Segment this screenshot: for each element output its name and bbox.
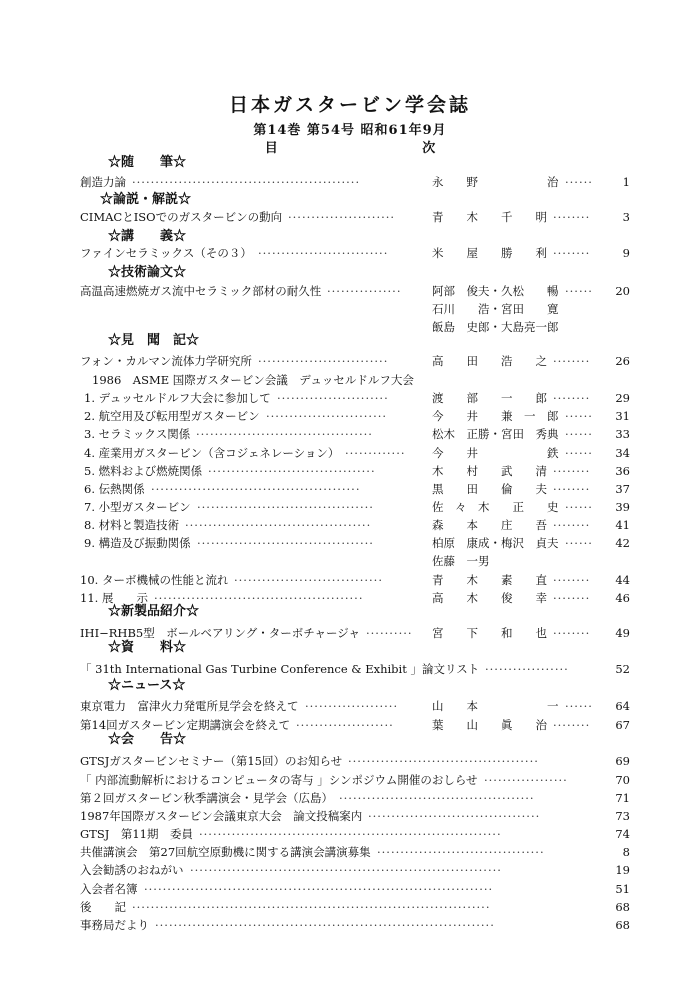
toc-entry[interactable] [0, 718, 700, 736]
entry-author: 木 村 武 清 [432, 464, 547, 478]
entry-page: 33 [615, 427, 630, 441]
entry-title: 事務局だより [80, 918, 149, 932]
dot-leader: ············································································· [132, 900, 491, 914]
entry-page: 29 [615, 391, 630, 405]
toc-entry[interactable] [0, 518, 700, 536]
dot-leader: ············································· [154, 591, 364, 605]
toc-entry[interactable] [0, 754, 700, 772]
entry-author: 山 本 一 [432, 699, 559, 713]
dot-leader: ················································· [132, 175, 361, 189]
entry-page: 49 [615, 626, 630, 640]
entry-title: 創造力論 [80, 175, 126, 189]
entry-page: 51 [615, 882, 630, 896]
toc-entry[interactable] [0, 591, 700, 609]
entry-page: 36 [615, 464, 630, 478]
entry-page: 74 [615, 827, 630, 841]
entry-title: 10. ターボ機械の性能と流れ [80, 573, 229, 587]
entry-author: 石川 浩・宮田 寛 [432, 302, 559, 316]
entry-author: 米 屋 勝 利 [432, 246, 547, 260]
entry-page: 41 [615, 518, 630, 532]
entry-page: 73 [615, 809, 630, 823]
entry-title: CIMACとISOでのガスタービンの動向 [80, 210, 283, 224]
entry-title: 8. 材料と製造技術 [84, 518, 180, 532]
entry-title: 11. 展 示 [80, 591, 148, 605]
dot-leader: ········ [553, 210, 591, 224]
entry-title: 4. 産業用ガスタービン（含コジェネレーション） [84, 446, 340, 460]
section-heading-news: ☆ニュース☆ [108, 678, 186, 693]
toc-entry[interactable] [0, 464, 700, 482]
dot-leader: ········ [553, 391, 591, 405]
entry-page: 8 [622, 845, 630, 859]
dot-leader: ······················· [288, 210, 396, 224]
entry-title: 2. 航空用及び転用型ガスタービン [84, 409, 260, 423]
entry-page: 19 [615, 863, 630, 877]
dot-leader: ········ [553, 482, 591, 496]
toc-entry[interactable] [0, 536, 700, 554]
entry-author: 高 田 浩 之 [432, 354, 547, 368]
entry-title: ファインセラミックス（その３） [80, 246, 252, 260]
entry-title: フォン・カルマン流体力学研究所 [80, 354, 252, 368]
toc-entry[interactable] [0, 773, 700, 791]
dot-leader: ········································································· [155, 918, 495, 932]
entry-author: 黒 田 倫 夫 [432, 482, 547, 496]
toc-entry[interactable] [0, 302, 700, 320]
toc-entry[interactable] [0, 446, 700, 464]
entry-page: 42 [615, 536, 630, 550]
dot-leader: ················ [327, 284, 402, 298]
dot-leader: ········································ [185, 518, 372, 532]
section-heading-zuihitsu: ☆随 筆☆ [108, 155, 187, 170]
entry-page: 31 [615, 409, 630, 423]
toc-entry[interactable] [0, 845, 700, 863]
entry-author: 宮 下 和 也 [432, 626, 547, 640]
section-heading-ronsetsu: ☆論説・解説☆ [100, 192, 192, 207]
section-heading-kaikoku: ☆会 告☆ [108, 732, 187, 747]
entry-author: 佐 々 木 正 史 [432, 500, 559, 514]
entry-page: 34 [615, 446, 630, 460]
entry-page: 46 [615, 591, 630, 605]
entry-title: 入会者名簿 [80, 882, 138, 896]
dot-leader: ······ [565, 409, 593, 423]
entry-author: 今 井 兼 一 郎 [432, 409, 559, 423]
dot-leader: ········ [553, 246, 591, 260]
entry-title: 1986 ASME 国際ガスタービン会議 デュッセルドルフ大会 [92, 373, 414, 387]
entry-author: 阿部 俊夫・久松 暢 [432, 284, 559, 298]
toc-entry[interactable] [0, 827, 700, 845]
entry-author: 渡 部 一 郎 [432, 391, 547, 405]
entry-page: 37 [615, 482, 630, 496]
toc-entry[interactable] [0, 210, 700, 228]
section-heading-shinseihin: ☆新製品紹介☆ [108, 604, 200, 619]
entry-author: 青 木 千 明 [432, 210, 547, 224]
dot-leader: ············································· [151, 482, 361, 496]
toc-entry[interactable] [0, 662, 700, 680]
dot-leader: ········ [553, 626, 591, 640]
entry-title: 第14回ガスタービン定期講演会を終えて [80, 718, 291, 732]
dot-leader: ········································· [348, 754, 539, 768]
entry-title: 第２回ガスタービン秋季講演会・見学会（広島） [80, 791, 333, 805]
toc-entry[interactable] [0, 863, 700, 881]
toc-entry[interactable] [0, 882, 700, 900]
toc-entry[interactable] [0, 409, 700, 427]
toc-entry[interactable] [0, 900, 700, 918]
dot-leader: ··································································· [190, 863, 502, 877]
dot-leader: ·················· [484, 773, 568, 787]
dot-leader: ······ [565, 427, 593, 441]
entry-page: 52 [615, 662, 630, 676]
entry-page: 9 [622, 246, 630, 260]
dot-leader: ···························· [258, 354, 389, 368]
dot-leader: ···································· [377, 845, 545, 859]
entry-author: 永 野 治 [432, 175, 559, 189]
dot-leader: ···························· [258, 246, 389, 260]
toc-entry[interactable] [0, 554, 700, 572]
dot-leader: ······ [565, 500, 593, 514]
toc-entry[interactable] [0, 373, 700, 391]
entry-page: 67 [615, 718, 630, 732]
section-heading-gijutsu: ☆技術論文☆ [108, 265, 187, 280]
toc-entry[interactable] [0, 175, 700, 193]
dot-leader: ································································· [199, 827, 502, 841]
toc-entry[interactable] [0, 809, 700, 827]
entry-title: 3. セラミックス関係 [84, 427, 191, 441]
dot-leader: ········ [553, 464, 591, 478]
entry-title: 「 内部流動解析におけるコンピュータの寄与 」シンポジウム開催のおしらせ [80, 773, 478, 787]
dot-leader: ······································ [197, 536, 374, 550]
entry-author: 松木 正勝・宮田 秀典 [432, 427, 559, 441]
entry-page: 39 [615, 500, 630, 514]
toc-entry[interactable] [0, 427, 700, 445]
dot-leader: ························ [277, 391, 389, 405]
toc-entry[interactable] [0, 284, 700, 302]
entry-page: 20 [615, 284, 630, 298]
dot-leader: ···················· [305, 699, 399, 713]
entry-author: 佐藤 一男 [432, 554, 490, 568]
dot-leader: ······ [565, 446, 593, 460]
toc-entry[interactable] [0, 573, 700, 591]
section-heading-kenbun: ☆見 聞 記☆ [108, 333, 200, 348]
dot-leader: ············· [345, 446, 406, 460]
entry-title: 6. 伝熱関係 [84, 482, 145, 496]
contents-heading: 目 次 [264, 141, 506, 156]
entry-page: 70 [615, 773, 630, 787]
dot-leader: ······ [565, 284, 593, 298]
dot-leader: ·························· [266, 409, 388, 423]
toc-entry[interactable] [0, 246, 700, 264]
dot-leader: ······ [565, 175, 593, 189]
entry-page: 69 [615, 754, 630, 768]
toc-entry[interactable] [0, 320, 700, 338]
entry-author: 葉 山 眞 治 [432, 718, 547, 732]
dot-leader: ·········· [366, 626, 413, 640]
toc-entry[interactable] [0, 500, 700, 518]
dot-leader: ········ [553, 354, 591, 368]
toc-entry[interactable] [0, 482, 700, 500]
dot-leader: ······ [565, 536, 593, 550]
entry-author: 飯島 史郎・大島亮一郎 [432, 320, 559, 334]
entry-title: 1987年国際ガスタービン会議東京大会 論文投稿案内 [80, 809, 363, 823]
entry-page: 1 [622, 175, 630, 189]
journal-title: 日本ガスタービン学会誌 [228, 94, 471, 116]
entry-title: 7. 小型ガスタービン [84, 500, 191, 514]
dot-leader: ·········································· [339, 791, 535, 805]
dot-leader: ········ [553, 518, 591, 532]
dot-leader: ··········································································· [144, 882, 494, 896]
dot-leader: ······································ [197, 500, 374, 514]
entry-title: 「 31th International Gas Turbine Conference & Exhibit 」論文リスト [80, 662, 480, 676]
entry-title: 9. 構造及び振動関係 [84, 536, 191, 550]
dot-leader: ·················· [485, 662, 569, 676]
entry-title: 共催講演会 第27回航空原動機に関する講演会講演募集 [80, 845, 371, 859]
entry-page: 71 [615, 791, 630, 805]
entry-author: 高 木 俊 幸 [432, 591, 547, 605]
dot-leader: ···································· [208, 464, 376, 478]
dot-leader: ····································· [368, 809, 541, 823]
entry-title: 高温高速燃焼ガス流中セラミック部材の耐久性 [80, 284, 322, 298]
entry-title: 後 記 [80, 900, 126, 914]
section-heading-shiryo: ☆資 料☆ [108, 640, 187, 655]
toc-entry[interactable] [0, 699, 700, 717]
entry-title: 5. 燃料および燃焼関係 [84, 464, 203, 478]
entry-author: 柏原 康成・梅沢 貞夫 [432, 536, 559, 550]
toc-entry[interactable] [0, 626, 700, 644]
entry-title: IHI−RHB5型 ボールベアリング・ターボチャージャ [80, 626, 360, 640]
toc-entry[interactable] [0, 354, 700, 372]
section-heading-kogi: ☆講 義☆ [108, 229, 187, 244]
toc-entry[interactable] [0, 918, 700, 936]
volume-line: 第14巻 第54号 昭和61年9月 [253, 123, 447, 138]
entry-title: 入会勧誘のおねがい [80, 863, 184, 877]
entry-page: 44 [615, 573, 630, 587]
dot-leader: ······ [565, 699, 593, 713]
entry-author: 青 木 素 直 [432, 573, 547, 587]
entry-author: 森 本 庄 吾 [432, 518, 547, 532]
entry-title: 1. デュッセルドルフ大会に参加して [84, 391, 271, 405]
dot-leader: ································ [234, 573, 383, 587]
entry-author: 今 井 鉄 [432, 446, 559, 460]
entry-page: 3 [622, 210, 630, 224]
dot-leader: ····················· [296, 718, 394, 732]
dot-leader: ········ [553, 718, 591, 732]
dot-leader: ········ [553, 591, 591, 605]
entry-page: 68 [615, 918, 630, 932]
toc-entry[interactable] [0, 791, 700, 809]
toc-entry[interactable] [0, 391, 700, 409]
entry-title: 東京電力 富津火力発電所見学会を終えて [80, 699, 299, 713]
entry-page: 26 [615, 354, 630, 368]
entry-page: 68 [615, 900, 630, 914]
dot-leader: ······································ [196, 427, 373, 441]
entry-title: GTSJ 第11期 委員 [80, 827, 193, 841]
entry-page: 64 [615, 699, 630, 713]
dot-leader: ········ [553, 573, 591, 587]
entry-title: GTSJガスタービンセミナー（第15回）のお知らせ [80, 754, 343, 768]
